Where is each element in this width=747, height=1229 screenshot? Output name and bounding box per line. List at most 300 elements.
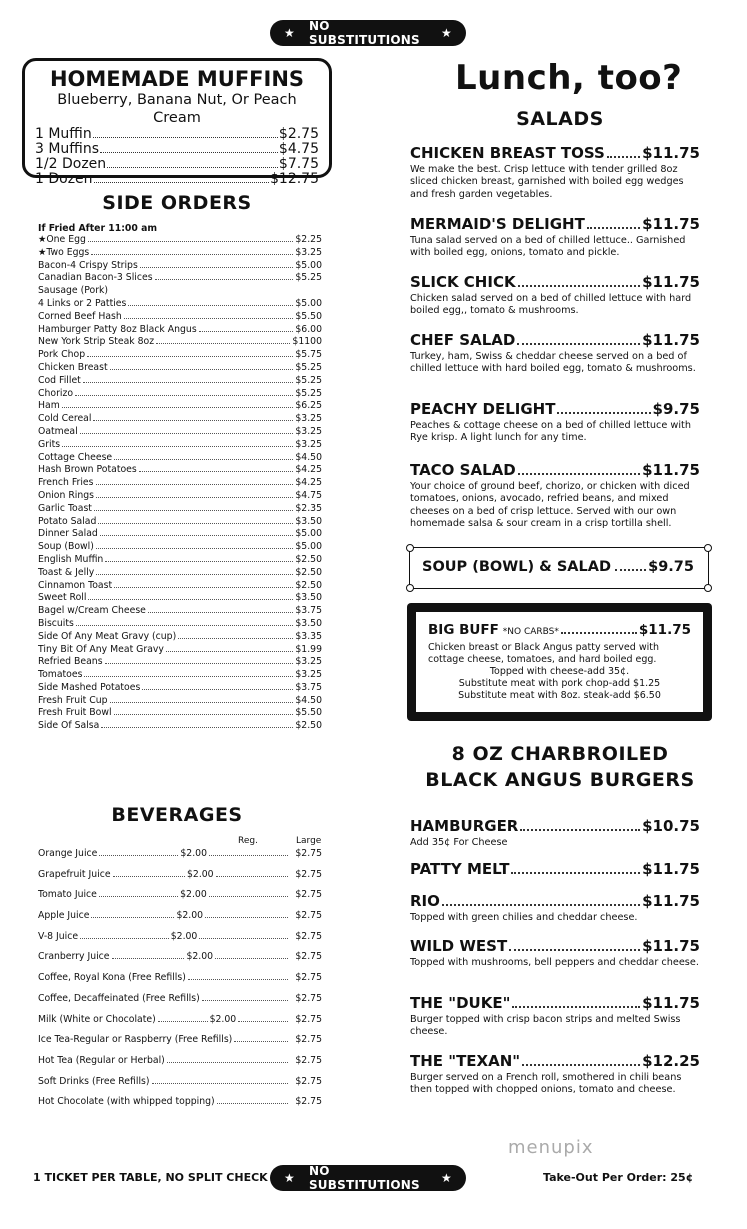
banner-text: NO SUBSTITUTIONS (308, 19, 420, 47)
leader-dots (512, 1006, 640, 1008)
leader-dots (607, 156, 640, 158)
beverage-name: Ice Tea-Regular or Raspberry (Free Refills) (38, 1034, 233, 1046)
burgers-title-2: BLACK ANGUS BURGERS (425, 769, 695, 791)
salad-price: $11.75 (642, 273, 700, 291)
side-order-row (38, 631, 322, 644)
side-orders-list (38, 234, 322, 733)
side-order-row (38, 349, 322, 362)
star-icon: ★ (441, 26, 452, 40)
side-order-price: $5.00 (295, 259, 322, 271)
side-order-name: Cottage Cheese (38, 451, 113, 463)
side-order-name: Canadian Bacon-3 Slices (38, 272, 153, 284)
side-order-price: $2.50 (295, 566, 322, 578)
side-order-row (38, 618, 322, 631)
burger-desc: Add 35¢ For Cheese (410, 837, 508, 848)
big-buff-desc: Chicken breast or Black Angus patty served with cottage cheese, tomatoes, and hard boiled egg. (428, 642, 659, 665)
muffin-price: $12.75 (270, 171, 319, 187)
salad-row (410, 401, 700, 418)
leader-dots (83, 382, 294, 383)
salad-item (410, 145, 700, 201)
leader-dots (156, 343, 290, 344)
beverage-large-price: $2.75 (295, 1096, 322, 1108)
star-icon: ★ (441, 1171, 452, 1185)
burger-name: WILD WEST (410, 937, 508, 955)
side-order-name: Bacon-4 Crispy Strips (38, 259, 138, 271)
burger-item (410, 861, 700, 878)
salad-name: TACO SALAD (410, 461, 516, 479)
leader-dots (215, 958, 288, 959)
side-order-name: Pork Chop (38, 349, 86, 361)
side-order-price: $1.99 (295, 643, 322, 655)
muffin-row (35, 172, 319, 187)
side-order-row (38, 388, 322, 401)
side-order-row (38, 490, 322, 503)
side-order-row (38, 413, 322, 426)
leader-dots (94, 182, 269, 183)
side-order-row (38, 644, 322, 657)
side-order-name: ★One Egg (38, 234, 86, 245)
burger-item (410, 893, 700, 924)
star-icon: ★ (284, 26, 295, 40)
leader-dots (158, 1021, 208, 1022)
beverage-large-price: $2.75 (295, 972, 322, 984)
beverage-row (38, 968, 322, 989)
salad-desc: Tuna salad served on a bed of chilled lettuce.. Garnished with boiled egg, onions, tomato and pickle. (410, 235, 686, 259)
salad-price: $11.75 (642, 461, 700, 479)
beverage-row (38, 906, 322, 927)
leader-dots (94, 510, 293, 511)
star-icon: ★ (284, 1171, 295, 1185)
burger-item (410, 995, 700, 1039)
muffin-price: $7.75 (278, 156, 319, 172)
side-order-name: ★Two Eggs (38, 246, 90, 258)
beverage-name: Soft Drinks (Free Refills) (38, 1075, 150, 1087)
leader-dots (99, 896, 178, 897)
leader-dots (80, 433, 294, 434)
beverage-row (38, 989, 322, 1010)
salad-row (410, 274, 700, 291)
side-order-row (38, 426, 322, 439)
leader-dots (238, 1021, 288, 1022)
leader-dots (234, 1041, 288, 1042)
beverage-large-price: $2.75 (295, 1075, 322, 1087)
beverage-large-price: $2.75 (295, 1013, 322, 1025)
salads-title: SALADS (516, 108, 604, 130)
beverage-row (38, 1051, 322, 1072)
side-order-price: $4.25 (295, 477, 322, 489)
side-order-row (38, 324, 322, 337)
side-order-name: Corned Beef Hash (38, 310, 122, 322)
leader-dots (98, 523, 293, 524)
burger-name: THE "TEXAN" (410, 1052, 521, 1070)
leader-dots (93, 137, 278, 138)
leader-dots (100, 535, 294, 536)
beverage-row (38, 927, 322, 948)
leader-dots (199, 331, 294, 332)
leader-dots (155, 279, 294, 280)
muffin-price: $4.75 (278, 141, 319, 157)
side-orders-title: SIDE ORDERS (102, 192, 252, 214)
beverage-row (38, 865, 322, 886)
beverage-name: Coffee, Royal Kona (Free Refills) (38, 972, 186, 984)
side-order-name: Side Of Salsa (38, 720, 100, 732)
salad-name: PEACHY DELIGHT (410, 400, 556, 418)
side-order-row (38, 311, 322, 324)
salad-price: $11.75 (642, 215, 700, 233)
leader-dots (100, 152, 278, 153)
salad-row (410, 462, 700, 479)
side-order-row (38, 720, 322, 733)
leader-dots (87, 356, 293, 357)
salad-price: $9.75 (652, 400, 700, 418)
side-order-row (38, 285, 322, 298)
side-order-name: Tiny Bit Of Any Meat Gravy (38, 643, 164, 655)
beverage-row (38, 844, 322, 865)
leader-dots (93, 420, 293, 421)
side-order-name: Sausage (Pork) (38, 285, 109, 297)
burger-price: $11.75 (642, 860, 700, 878)
beverage-large-price: $2.75 (295, 868, 323, 880)
side-order-row (38, 477, 322, 490)
watermark: menupix (508, 1137, 594, 1158)
beverages-list (38, 844, 322, 1113)
leader-dots (96, 497, 293, 498)
side-order-name: Cold Cereal (38, 413, 92, 425)
muffin-name: 1 Muffin (35, 126, 92, 142)
salad-name: CHEF SALAD (410, 331, 516, 349)
side-order-row (38, 336, 322, 349)
leader-dots (107, 167, 278, 168)
leader-dots (148, 612, 293, 613)
beverage-name: Coffee, Decaffeinated (Free Refills) (38, 992, 200, 1004)
side-order-price: $3.50 (295, 592, 322, 604)
side-order-name: Toast & Jelly (38, 566, 95, 578)
beverage-large-price: $2.75 (295, 1034, 322, 1046)
beverage-name: Cranberry Juice (38, 951, 110, 963)
bottom-banner (270, 1165, 466, 1191)
salad-item (410, 401, 700, 445)
leader-dots (557, 412, 650, 414)
side-order-row (38, 669, 322, 682)
side-order-name: Refried Beans (38, 656, 103, 668)
side-order-price: $2.50 (295, 579, 322, 591)
side-order-price: $4.50 (295, 694, 322, 706)
muffin-price: $2.75 (278, 126, 319, 142)
side-order-row (38, 298, 322, 311)
beverage-reg-price: $2.00 (180, 848, 207, 859)
side-order-row (38, 272, 322, 285)
side-order-price: $3.50 (295, 617, 322, 629)
muffin-row (35, 157, 319, 172)
leader-dots (517, 343, 640, 345)
big-buff-tag: *NO CARBS* (502, 627, 559, 637)
side-order-price: $3.25 (295, 656, 322, 668)
leader-dots (205, 917, 288, 918)
big-buff-line1: Topped with cheese-add 35¢. (489, 666, 630, 677)
leader-dots (105, 561, 293, 562)
leader-dots (113, 876, 185, 877)
muffin-name: 3 Muffins (35, 141, 100, 157)
salad-desc: Chicken salad served on a bed of chilled lettuce with hard boiled egg,, tomato & mushrooms. (410, 293, 692, 317)
big-buff-name: BIG BUFF (428, 622, 499, 638)
leader-dots (511, 872, 640, 874)
beverage-name: Hot Chocolate (with whipped topping) (38, 1096, 215, 1108)
leader-dots (62, 407, 294, 408)
side-order-name: Garlic Toast (38, 502, 92, 514)
side-order-price: $3.50 (295, 515, 322, 527)
burger-price: $11.75 (642, 994, 700, 1012)
leader-dots (91, 917, 174, 918)
leader-dots (128, 305, 293, 306)
salad-price: $11.75 (642, 331, 700, 349)
beverage-large-price: $2.75 (295, 848, 323, 859)
leader-dots (139, 471, 294, 472)
burgers-title-1: 8 OZ CHARBROILED (451, 743, 669, 765)
beverage-reg-price: $2.00 (209, 1013, 237, 1025)
side-order-row (38, 452, 322, 465)
side-orders-note: If Fried After 11:00 am (38, 223, 158, 234)
soup-salad-name: SOUP (BOWL) & SALAD (422, 559, 611, 575)
side-order-row (38, 592, 322, 605)
side-order-price: $6.00 (295, 323, 322, 335)
soup-salad-box (409, 547, 709, 589)
side-order-price: $5.50 (295, 707, 322, 719)
burger-row (410, 893, 700, 910)
salad-item (410, 216, 700, 260)
corner-dot (704, 544, 712, 552)
leader-dots (101, 727, 293, 728)
side-order-name: Ham (38, 400, 60, 412)
leader-dots (114, 459, 293, 460)
side-order-price: $3.75 (295, 681, 322, 693)
salad-item (410, 274, 700, 318)
leader-dots (110, 702, 294, 703)
side-order-name: Tomatoes (38, 669, 83, 681)
leader-dots (140, 267, 294, 268)
big-buff-row (428, 622, 691, 640)
beverage-name: Apple Juice (38, 910, 90, 922)
side-order-row (38, 247, 322, 260)
side-order-name: Fresh Fruit Cup (38, 694, 108, 706)
salad-item (410, 462, 700, 530)
burger-row (410, 938, 700, 955)
salad-row (410, 332, 700, 349)
beverage-row (38, 1010, 322, 1031)
footer-left: 1 TICKET PER TABLE, NO SPLIT CHECK (33, 1171, 268, 1184)
beverage-name: Tomato Juice (38, 889, 97, 901)
leader-dots (152, 1083, 288, 1084)
muffins-list (35, 127, 319, 187)
beverage-name: Hot Tea (Regular or Herbal) (38, 1054, 165, 1066)
burger-item (410, 1053, 700, 1097)
muffin-row (35, 127, 319, 142)
leader-dots (112, 958, 185, 959)
big-buff-inner (416, 612, 703, 712)
side-order-price: $5.00 (295, 297, 322, 309)
soup-salad-row (410, 548, 708, 575)
side-order-row (38, 682, 322, 695)
leader-dots (520, 829, 640, 831)
side-order-row (38, 528, 322, 541)
salad-desc: Peaches & cottage cheese on a bed of chilled lettuce with Rye krisp. A light lunch for any time. (410, 420, 691, 444)
burger-item (410, 938, 700, 969)
beverage-reg-price: $2.00 (170, 930, 198, 942)
salad-name: SLICK CHICK (410, 273, 516, 291)
side-order-row (38, 516, 322, 529)
leader-dots (76, 625, 293, 626)
burger-desc: Burger topped with crisp bacon strips and melted Swiss cheese. (410, 1014, 681, 1038)
beverages-title: BEVERAGES (111, 804, 243, 826)
leader-dots (199, 938, 288, 939)
big-buff-line2: Substitute meat with pork chop-add $1.25 (458, 678, 661, 689)
side-order-name: Grits (38, 438, 61, 450)
leader-dots (88, 241, 293, 242)
side-order-name: Side Of Any Meat Gravy (cup) (38, 630, 177, 642)
side-order-row (38, 400, 322, 413)
soup-salad-price: $9.75 (648, 559, 694, 575)
side-order-name: Hash Brown Potatoes (38, 464, 137, 476)
burger-name: THE "DUKE" (410, 994, 511, 1012)
leader-dots (88, 599, 293, 600)
beverage-large-price: $2.75 (295, 889, 323, 901)
banner-text: NO SUBSTITUTIONS (308, 1164, 420, 1192)
lunch-heading: Lunch, too? (455, 58, 683, 98)
leader-dots (91, 254, 293, 255)
burger-price: $10.75 (642, 817, 700, 835)
side-order-row (38, 605, 322, 618)
side-order-row (38, 362, 322, 375)
beverage-row (38, 947, 322, 968)
burger-desc: Topped with green chilies and cheddar cheese. (410, 912, 638, 923)
burger-desc: Topped with mushrooms, bell peppers and cheddar cheese. (410, 957, 699, 968)
top-banner (270, 20, 466, 46)
side-order-name: Soup (Bowl) (38, 541, 94, 553)
leader-dots (105, 663, 294, 664)
beverages-col-reg: Reg. (238, 836, 258, 846)
salad-item (410, 332, 700, 376)
burger-item (410, 818, 700, 849)
side-order-row (38, 503, 322, 516)
big-buff-price: $11.75 (638, 622, 691, 638)
side-order-name: Chicken Breast (38, 361, 108, 373)
beverage-name: Grapefruit Juice (38, 868, 111, 880)
beverage-reg-price: $2.00 (176, 910, 204, 922)
side-order-row (38, 695, 322, 708)
corner-dot (406, 544, 414, 552)
beverage-row (38, 885, 322, 906)
salad-desc: Your choice of ground beef, chorizo, or chicken with diced tomatoes, onions, avocado, refried beans, and mixed cheeses on a bed of crisp lettuce. Served with our own homemade salsa & sour cream in a crisp tortilla shell. (410, 481, 690, 529)
side-order-price: $3.25 (295, 413, 322, 425)
side-order-name: Cinnamon Toast (38, 579, 113, 591)
leader-dots (96, 484, 294, 485)
side-order-price: $6.25 (295, 400, 322, 412)
side-order-name: New York Strip Steak 8oz (38, 336, 155, 348)
leader-dots (442, 904, 640, 906)
side-order-price: $2.35 (295, 502, 322, 514)
leader-dots (96, 574, 293, 575)
muffins-title: HOMEMADE MUFFINS (49, 67, 305, 91)
muffin-name: 1 Dozen (35, 171, 93, 187)
side-order-row (38, 439, 322, 452)
beverage-large-price: $2.75 (295, 992, 322, 1004)
beverage-row (38, 1092, 322, 1113)
big-buff-line3: Substitute meat with 8oz. steak-add $6.50 (458, 690, 661, 701)
side-order-name: Sweet Roll (38, 592, 87, 604)
beverages-col-large: Large (296, 836, 322, 846)
muffins-subtitle: Blueberry, Banana Nut, Or Peach Cream (57, 92, 297, 126)
side-order-row (38, 656, 322, 669)
beverage-row (38, 1072, 322, 1093)
side-order-name: Side Mashed Potatoes (38, 681, 141, 693)
leader-dots (166, 651, 293, 652)
side-order-price: $2.25 (295, 234, 322, 245)
side-order-name: Chorizo (38, 387, 74, 399)
side-order-name: Potato Salad (38, 515, 97, 527)
side-order-name: Biscuits (38, 617, 74, 629)
side-order-price: $3.25 (295, 438, 322, 450)
salad-desc: We make the best. Crisp lettuce with tender grilled 8oz sliced chicken breast, garnished with boiled egg wedges and fresh garden vegetables. (410, 164, 684, 200)
side-order-name: Fresh Fruit Bowl (38, 707, 112, 719)
burger-name: PATTY MELT (410, 860, 510, 878)
burger-row (410, 1053, 700, 1070)
side-order-row (38, 234, 322, 247)
beverage-large-price: $2.75 (295, 1054, 322, 1066)
leader-dots (188, 979, 288, 980)
leader-dots (518, 285, 641, 287)
side-order-price: $5.75 (295, 349, 322, 361)
side-order-price: $4.50 (295, 451, 322, 463)
leader-dots (522, 1064, 640, 1066)
side-order-row (38, 554, 322, 567)
side-order-name: Oatmeal (38, 425, 78, 437)
burger-row (410, 818, 700, 835)
leader-dots (217, 1103, 288, 1104)
burger-price: $12.25 (642, 1052, 700, 1070)
side-order-row (38, 375, 322, 388)
side-order-row (38, 260, 322, 273)
salad-name: MERMAID'S DELIGHT (410, 215, 585, 233)
side-order-name: 4 Links or 2 Patties (38, 297, 127, 309)
side-order-price: $5.25 (295, 387, 322, 399)
leader-dots (80, 938, 169, 939)
beverage-name: Orange Juice (38, 848, 98, 859)
salad-row (410, 145, 700, 162)
leader-dots (209, 855, 288, 856)
side-order-name: Bagel w/Cream Cheese (38, 605, 146, 617)
side-order-price: $4.25 (295, 464, 322, 476)
side-order-price: $5.00 (295, 528, 322, 540)
corner-dot (406, 584, 414, 592)
side-order-name: Hamburger Patty 8oz Black Angus (38, 323, 197, 335)
beverage-large-price: $2.75 (295, 910, 323, 922)
leader-dots (178, 638, 293, 639)
side-order-row (38, 464, 322, 477)
salad-price: $11.75 (642, 144, 700, 162)
side-order-price: $5.00 (295, 541, 322, 553)
beverage-name: V-8 Juice (38, 930, 79, 942)
side-order-price: $4.75 (295, 489, 322, 501)
burger-desc: Burger served on a French roll, smothered in chili beans then topped with chopped onions, tomato and cheese. (410, 1072, 682, 1096)
muffin-name: 1/2 Dozen (35, 156, 107, 172)
corner-dot (704, 584, 712, 592)
footer-right: Take-Out Per Order: 25¢ (543, 1171, 694, 1184)
side-order-price: $3.25 (295, 425, 322, 437)
side-order-name: Onion Rings (38, 489, 95, 501)
leader-dots (202, 1000, 288, 1001)
leader-dots (124, 318, 294, 319)
leader-dots (509, 949, 640, 951)
beverage-large-price: $2.75 (295, 951, 323, 963)
